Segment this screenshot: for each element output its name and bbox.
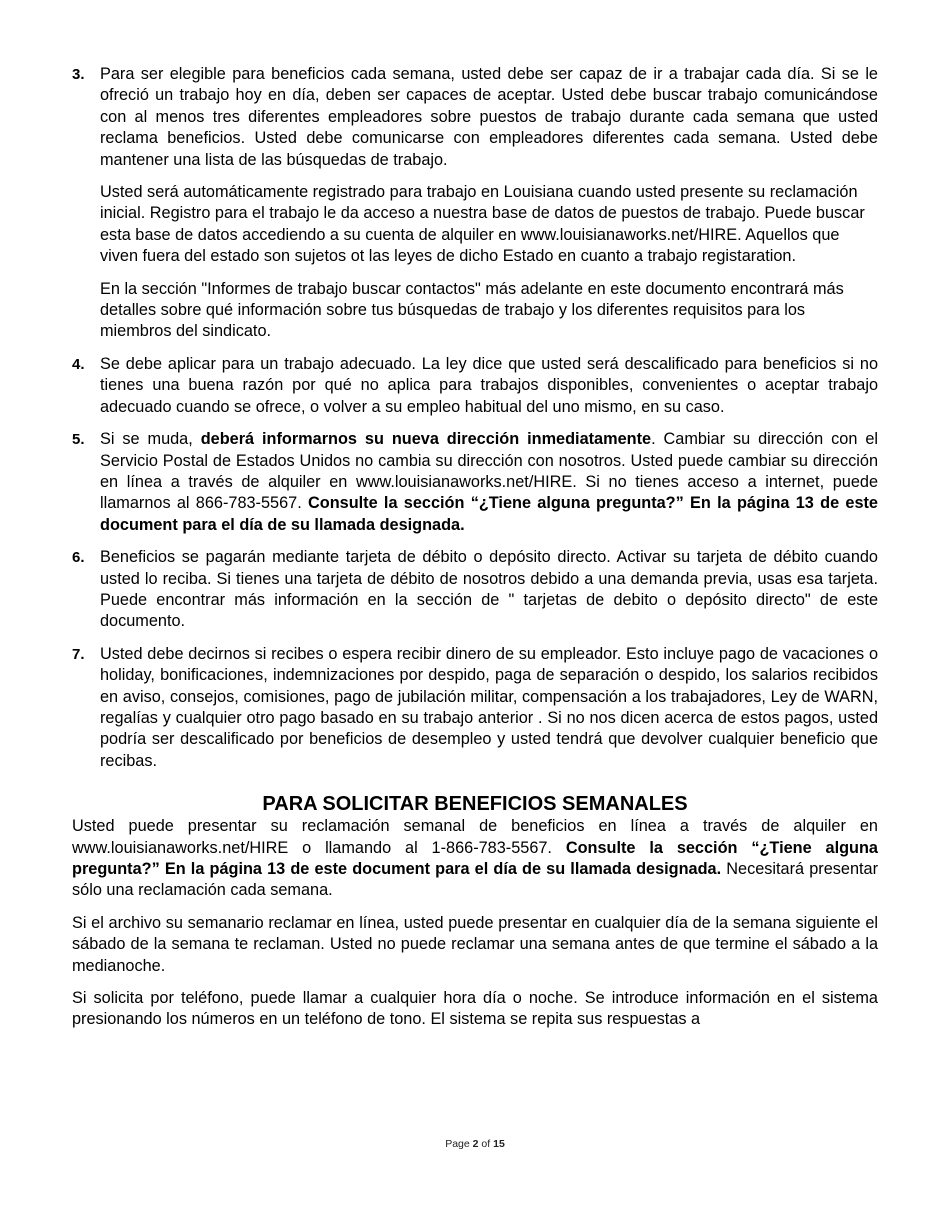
- paragraph: Se debe aplicar para un trabajo adecuado. La ley dice que usted será descalificado para beneficios si no tienes una buena razón por qué no aplica para trabajos disponibles, convenientes o aceptar trabajo adecuado cuando se ofrece, o volver a su empleo habitual del uno mismo, en su caso.: [100, 354, 878, 416]
- bold-text: Consulte la sección “¿Tiene alguna pregunta?” En la página 13 de este document para el día de su llamada designada.: [72, 838, 878, 878]
- page-label: Page: [445, 1138, 470, 1150]
- list-number: 3.: [72, 66, 85, 83]
- list-item-3: [72, 64, 878, 343]
- paragraph: [72, 816, 878, 902]
- list-item-5: [72, 429, 878, 536]
- text-run: Usted puede presentar su reclamación semanal de beneficios en línea a través de alquiler en www.louisianaworks.net/HIRE o llamando al 1-866-783-5567.: [72, 817, 878, 857]
- paragraph: Usted debe decirnos si recibes o espera recibir dinero de su empleador. Esto incluye pago de vacaciones o holiday, bonificaciones, indemnizaciones por despido, paga de separación o despido, los salarios recibidos en aviso, consejos, comisiones, pago de jubilación militar, compensación a los trabajadores, Ley de WARN, regalías y cualquier otro pago basado en su trabajo anterior . Si no nos dicen acerca de estos pagos, usted podría ser descalificado por beneficios de desempleo y usted tendrá que devolver cualquier beneficio que recibas.: [100, 644, 878, 770]
- page-footer: [0, 1138, 950, 1150]
- paragraph: Usted será automáticamente registrado para trabajo en Louisiana cuando usted presente su reclamación inicial. Registro para el trabajo le da acceso a nuestra base de datos de puestos de trabajo. Puede buscar esta base de datos accediendo a su cuenta de alquiler en www.louisianaworks.net/HIRE. Aquellos que viven fuera del estado son sujetos ot las leyes de dicho Estado en cuanto a trabajo registaration.: [100, 183, 865, 266]
- bold-text: Consulte la sección “¿Tiene alguna pregunta?” En la página 13 de este document para el día de su llamada designada.: [100, 494, 878, 534]
- list-item-4: [72, 354, 878, 418]
- page-content: [72, 64, 878, 1042]
- paragraph: Si el archivo su semanario reclamar en línea, usted puede presentar en cualquier día de la semana siguiente el sábado de la semana te reclaman. Usted no puede reclamar una semana antes de que termine el sábado a la medianoche.: [72, 913, 878, 975]
- list-number: 6.: [72, 549, 85, 567]
- list-number: 4.: [72, 355, 85, 373]
- list-item-7: [72, 644, 878, 772]
- paragraph: [100, 429, 878, 536]
- list-number: 5.: [72, 431, 85, 449]
- paragraph: Para ser elegible para beneficios cada semana, usted debe ser capaz de ir a trabajar cada día. Si se le ofreció un trabajo hoy en día, deben ser capaces de aceptar. Usted debe buscar trabajo comunicándose con al menos tres diferentes empleadores sobre puestos de trabajo durante cada semana que usted reclama beneficios. Usted debe comunicarse con empleadores diferentes cada semana. Usted debe mantener una lista de las búsquedas de trabajo.: [100, 65, 878, 169]
- page-number: 2: [472, 1138, 479, 1150]
- bold-text: deberá informarnos su nueva dirección inmediatamente: [200, 430, 652, 449]
- list-item-6: [72, 547, 878, 633]
- list-number: 7.: [72, 645, 85, 663]
- text-run: . Cambiar su dirección con el Servicio Postal de Estados Unidos no cambia su dirección con nosotros. Usted puede cambiar su dirección en línea a través de alquiler en www.louisianaworks.net/HIRE. Si no tienes acceso a internet, puede llamarnos al 866-783-5567.: [100, 430, 878, 513]
- paragraph: En la sección "Informes de trabajo buscar contactos" más adelante en este documento encontrará más detalles sobre qué información sobre tus búsquedas de trabajo y los diferentes requisitos para los miembros del sindicato.: [100, 279, 844, 341]
- text-run: Si se muda,: [100, 430, 201, 449]
- page-total: 15: [493, 1138, 505, 1150]
- of-label: of: [481, 1138, 491, 1150]
- text-run: Necesitará presentar sólo una reclamación cada semana.: [72, 860, 878, 900]
- paragraph: Beneficios se pagarán mediante tarjeta de débito o depósito directo. Activar su tarjeta de débito cuando usted lo reciba. Si tienes una tarjeta de débito de nosotros debido a una demanda previa, usas esa tarjeta. Puede encontrar más información en la sección de " tarjetas de debito o depósito directo" de este documento.: [100, 548, 878, 631]
- paragraph: Si solicita por teléfono, puede llamar a cualquier hora día o noche. Se introduce información en el sistema presionando los números en un teléfono de tono. El sistema se repita sus respuestas a: [72, 989, 878, 1029]
- section-heading: PARA SOLICITAR BENEFICIOS SEMANALES: [262, 793, 688, 816]
